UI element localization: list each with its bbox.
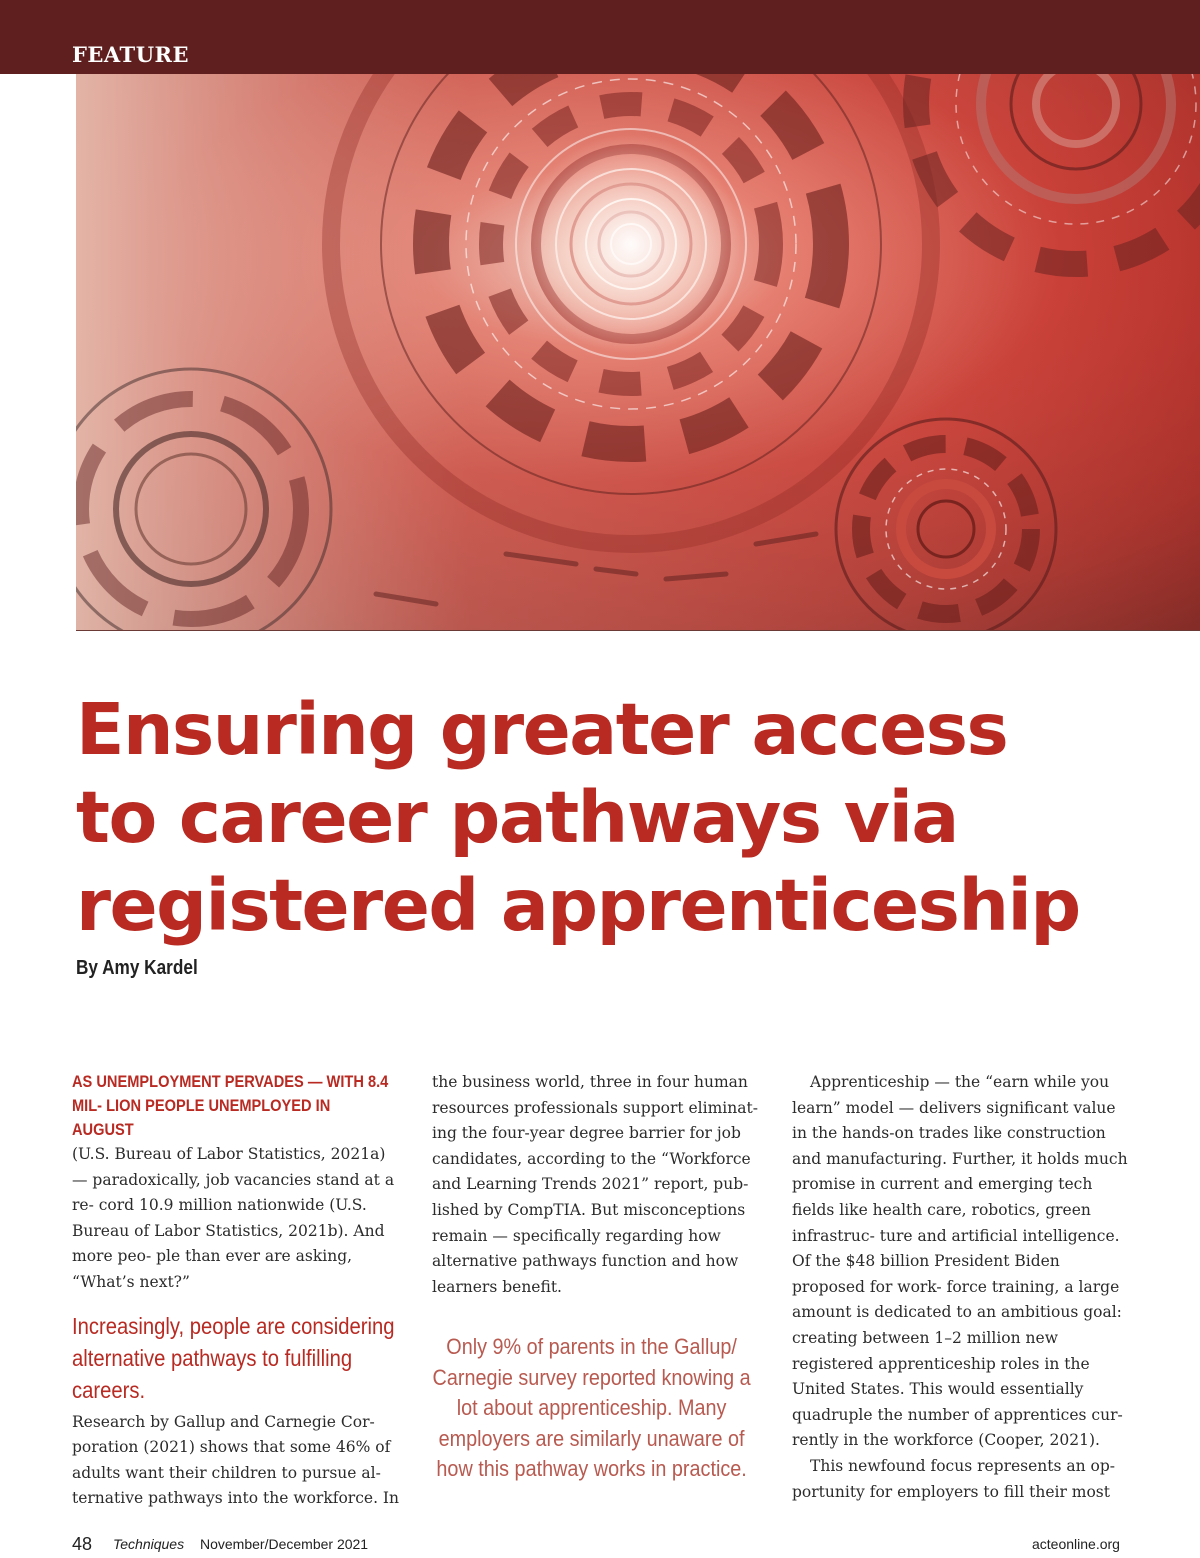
- article-headline: [76, 686, 1176, 950]
- issue-date: November/December 2021: [200, 1536, 369, 1552]
- headline-line-1: Ensuring greater access: [76, 688, 1008, 771]
- column-2: [432, 1070, 762, 1485]
- hero-illustration: [76, 74, 1200, 631]
- body-paragraph: Research by Gallup and Carnegie Cor- poration (2021) shows that some 46% of adults want their children to pursue al- ternative pathways into the workforce. In: [72, 1412, 400, 1508]
- column-3: [792, 1070, 1132, 1505]
- headline-line-3: registered apprenticeship: [76, 864, 1080, 947]
- byline: By Amy Kardel: [76, 957, 198, 979]
- section-label: FEATURE: [72, 42, 189, 67]
- body-paragraph: the business world, three in four human resources professionals support eliminat- ing the four-year degree barrier for job candidates, according to the “Workforce and Learning Trends 2021” report, pub- lished by CompTIA. But misconceptions remain — specifically regarding how alternative pathways function and how learners benefit.: [432, 1073, 758, 1296]
- subheading: Increasingly, people are considering alternative pathways to fulfilling careers.: [72, 1312, 395, 1403]
- column-1: [72, 1070, 402, 1512]
- body-paragraph: This newfound focus represents an op- portunity for employers to fill their most: [792, 1456, 1116, 1501]
- magazine-name: Techniques: [113, 1536, 185, 1552]
- top-banner: [0, 0, 1200, 74]
- body-paragraph: (U.S. Bureau of Labor Statistics, 2021a) — paradoxically, job vacancies stand at a re- cord 10.9 million nationwide (U.S. Bureau of Labor Statistics, 2021b). And more peo- ple than ever are asking, “What’s next?”: [72, 1145, 395, 1291]
- body-paragraph: Apprenticeship — the “earn while you learn” model — delivers significant value in the hands-on trades like construction and manufacturing. Further, it holds much promise in current and emerging tech fields like health care, robotics, green infrastruc- ture and artificial intelligence. Of the $48 billion President Biden proposed for work- force training, a large amount is dedicated to an ambitious goal: creating between 1–2 million new registered apprenticeship roles in the United States. This would essentially quadruple the number of apprentices cur- rently in the workforce (Cooper, 2021).: [792, 1073, 1128, 1450]
- pull-quote: Only 9% of parents in the Gallup/ Carnegie survey reported knowing a lot about apprenticeship. Many employers are similarly unaware of how this pathway works in practice.: [432, 1334, 751, 1482]
- page-number: 48: [72, 1534, 93, 1554]
- headline-line-2: to career pathways via: [76, 776, 958, 859]
- website-link[interactable]: acteonline.org: [1032, 1536, 1120, 1552]
- lead-in: AS UNEMPLOYMENT PERVADES — WITH 8.4 MIL- LION PEOPLE UNEMPLOYED IN AUGUST: [72, 1072, 389, 1139]
